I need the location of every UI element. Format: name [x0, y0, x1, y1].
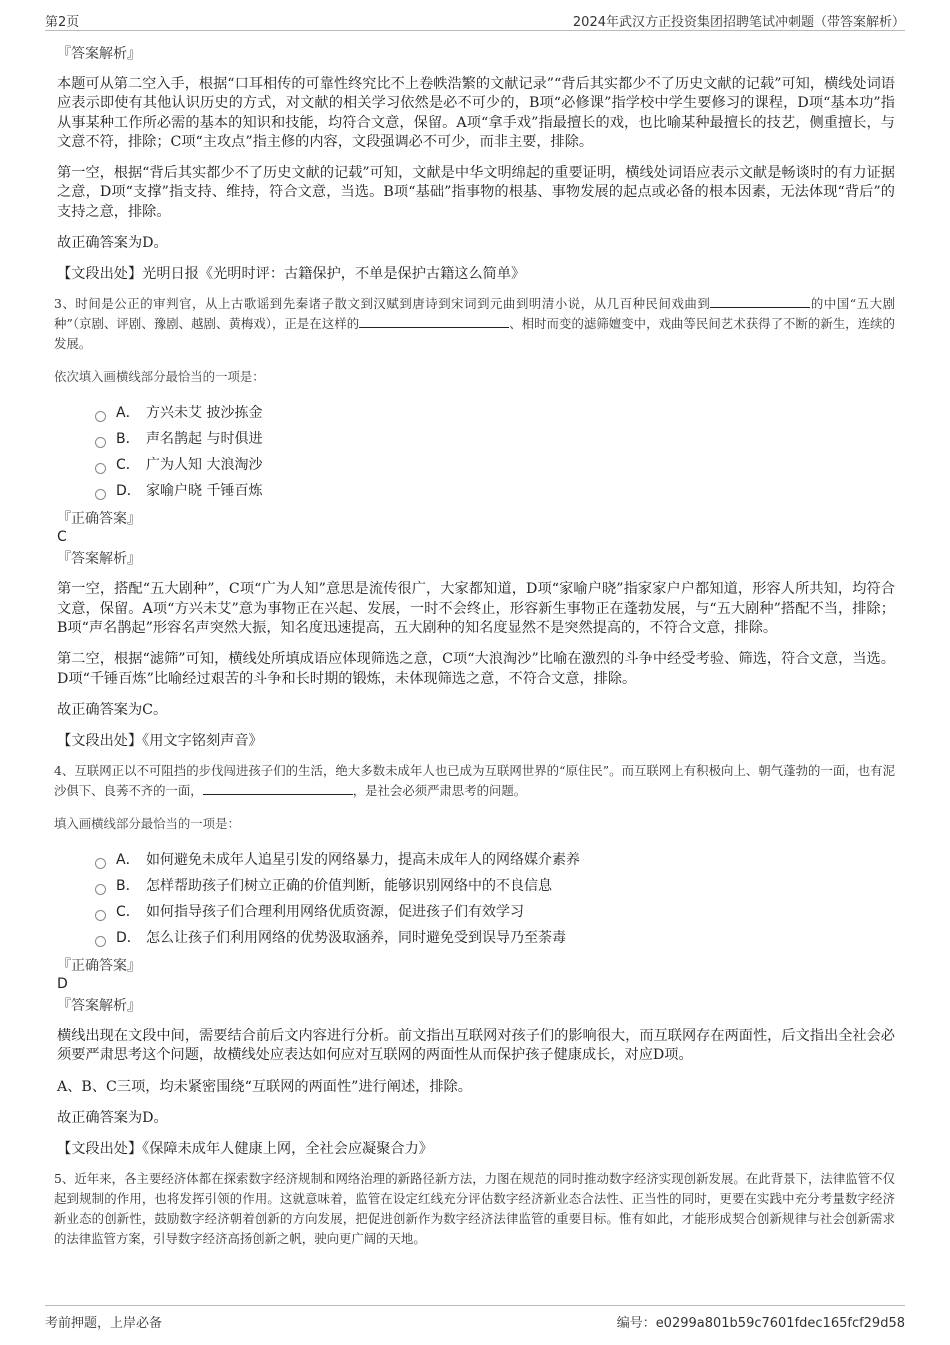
q3-correct-answer-value: C [57, 529, 67, 546]
page-content [54, 45, 895, 1263]
q2-analysis-label: 『答案解析』 [57, 46, 141, 62]
q3-option-a[interactable]: A． 方兴未艾 披沙拣金 [95, 400, 895, 426]
document-id: 编号：e0299a801b59c7601fdec165fcf29d58 [616, 1316, 905, 1331]
page-footer [45, 1305, 905, 1332]
page-header [45, 8, 905, 31]
question-5-text: 5、近年来，各主要经济体都在探索数字经济规制和网络治理的新路径新方法，力图在规范的同时推动数字经济实现创新发展。在此背景下，法律监管不仅起到规制的作用，也将发挥引领的作用。这就意味着，监管在设定红线充分评估数字经济新业态合法性、正当性的同时，更要在实践中充分考量数字经济新业态的创新性，鼓励数字经济朝着创新的方向发展，把促进创新作为数字经济法律监管的重要目标。惟有如此，才能形成契合创新规律与社会创新需求的法律监管方案，引导数字经济高扬创新之帆，驶向更广阔的天地。 [54, 1171, 895, 1247]
q4-option-d[interactable]: D． 怎么让孩子们利用网络的优势汲取涵养，同时避免受到误导乃至荼毒 [95, 925, 895, 951]
q3-option-c[interactable]: C． 广为人知 大浪淘沙 [95, 452, 895, 478]
q4-option-a[interactable]: A． 如何避免未成年人追星引发的网络暴力，提高未成年人的网络媒介素养 [95, 847, 895, 873]
q4-source: 【文段出处】《保障未成年人健康上网，全社会应凝聚合力》 [57, 1141, 433, 1158]
question-3-options [95, 400, 895, 504]
q3-text-part-1: 3、时间是公正的审判官，从上古歌谣到先秦诸子散文到汉赋到唐诗到宋词到元曲到明清小说，从几百种民间戏曲到 [54, 296, 711, 312]
question-4-text [54, 761, 895, 801]
radio-icon[interactable] [95, 936, 106, 947]
q3-analysis-label: 『答案解析』 [57, 551, 141, 568]
radio-icon[interactable] [95, 437, 106, 448]
q4-conclusion: 故正确答案为D。 [57, 1110, 168, 1127]
q3-text-part-3: 、相时而变的滤筛嬗变中，戏曲等民间艺术获得了不断的新生，连续的发展。 [54, 316, 895, 352]
question-3-text [54, 294, 895, 354]
q3-analysis-paragraph-2: 第二空，根据“滤筛”可知，横线处所填成语应体现筛选之意，C项“大浪淘沙”比喻在激烈的斗争中经受考验、筛选，符合文意，当选。D项“千锤百炼”比喻经过艰苦的斗争和长时期的锻炼，未体现筛选之意，不符合文意，排除。 [57, 651, 895, 687]
q4-correct-answer-label: 『正确答案』 [57, 958, 141, 975]
q3-conclusion: 故正确答案为C。 [57, 701, 168, 718]
q3-text-part-2: 的中国“五大剧种”（京剧、评剧、豫剧、越剧、黄梅戏），正是在这样的 [54, 296, 895, 332]
q2-source: 【文段出处】光明日报《光明时评：古籍保护，不单是保护古籍这么简单》 [57, 266, 526, 283]
q3-correct-answer-label: 『正确答案』 [57, 511, 141, 528]
question-4-prompt: 填入画横线部分最恰当的一项是： [54, 816, 240, 832]
question-4-options [95, 847, 895, 951]
fill-blank-1 [710, 295, 810, 308]
radio-icon[interactable] [95, 463, 106, 474]
q2-conclusion: 故正确答案为D。 [57, 235, 168, 252]
fill-blank-2 [359, 315, 509, 328]
q4-correct-answer-value: D [57, 976, 68, 993]
footer-slogan: 考前押题，上岸必备 [45, 1316, 163, 1331]
q4-text-part-2: ，是社会必须严肃思考的问题。 [352, 783, 527, 799]
radio-icon[interactable] [95, 411, 106, 422]
question-3-prompt: 依次填入画横线部分最恰当的一项是： [54, 369, 265, 385]
q4-option-b[interactable]: B． 怎样帮助孩子们树立正确的价值判断，能够识别网络中的不良信息 [95, 873, 895, 899]
fill-blank-3 [203, 782, 353, 795]
radio-icon[interactable] [95, 489, 106, 500]
q3-analysis-paragraph-1: 第一空，搭配“五大剧种”，C项“广为人知”意思是流传很广，大家都知道，D项“家喻户晓”指家家户户都知道，形容人所共知，均符合文意，保留。A项“方兴未艾”意为事物正在兴起、发展，一时不会终止，形容新生事物正在蓬勃发展，与“五大剧种”搭配不当，排除；B项“声名鹊起”形容名声突然大振，知名度迅速提高，五大剧种的知名度显然不是突然提高的，不符合文意，排除。 [57, 581, 895, 636]
q3-option-d[interactable]: D． 家喻户晓 千锤百炼 [95, 478, 895, 504]
q4-option-c[interactable]: C． 如何指导孩子们合理利用网络优质资源，促进孩子们有效学习 [95, 899, 895, 925]
q2-analysis-paragraph-2: 第一空，根据“背后其实都少不了历史文献的记载”可知，文献是中华文明绵起的重要证明，横线处词语应表示文献是畅谈时的有力证据之意，D项“支撑”指支持、维持，符合文意，当选。B项“基础”指事物的根基、事物发展的起点或必备的根本因素，无法体现“背后”的支持之意，排除。 [57, 165, 895, 220]
q4-analysis-paragraph-1: 横线出现在文段中间，需要结合前后文内容进行分析。前文指出互联网对孩子们的影响很大，而互联网存在两面性，后文指出全社会必须要严肃思考这个问题，故横线处应表达如何应对互联网的两面性从而保护孩子健康成长，对应D项。 [57, 1028, 895, 1064]
radio-icon[interactable] [95, 910, 106, 921]
q3-option-b[interactable]: B． 声名鹊起 与时俱进 [95, 426, 895, 452]
radio-icon[interactable] [95, 884, 106, 895]
page-number: 第2页 [45, 15, 80, 30]
document-title: 2024年武汉方正投资集团招聘笔试冲刺题（带答案解析） [572, 15, 905, 30]
q4-analysis-label: 『答案解析』 [57, 998, 141, 1015]
q4-analysis-paragraph-2: A、B、C三项，均未紧密围绕“互联网的两面性”进行阐述，排除。 [57, 1078, 472, 1095]
q4-text-part-1: 4、互联网正以不可阻挡的步伐闯进孩子们的生活，绝大多数未成年人也已成为互联网世界的“原住民”。而互联网上有积极向上、朝气蓬勃的一面，也有泥沙俱下、良莠不齐的一面， [54, 763, 895, 799]
q2-analysis-paragraph-1: 本题可从第二空入手，根据“口耳相传的可靠性终究比不上卷帙浩繁的文献记录”“背后其实都少不了历史文献的记载”可知，横线处词语应表示即使有其他认识历史的方式，对文献的相关学习依然是必不可少的，B项“必修课”指学校中学生要修习的课程，D项“基本功”指从事某种工作所必需的基本的知识和技能，均符合文意，保留。A项“拿手戏”指最擅长的戏，也比喻某种最擅长的技艺，侧重擅长，与文意不符，排除；C项“主攻点”指主修的内容，文段强调必不可少，而非主要，排除。 [57, 76, 895, 150]
q3-source: 【文段出处】《用文字铭刻声音》 [57, 733, 263, 750]
radio-icon[interactable] [95, 858, 106, 869]
